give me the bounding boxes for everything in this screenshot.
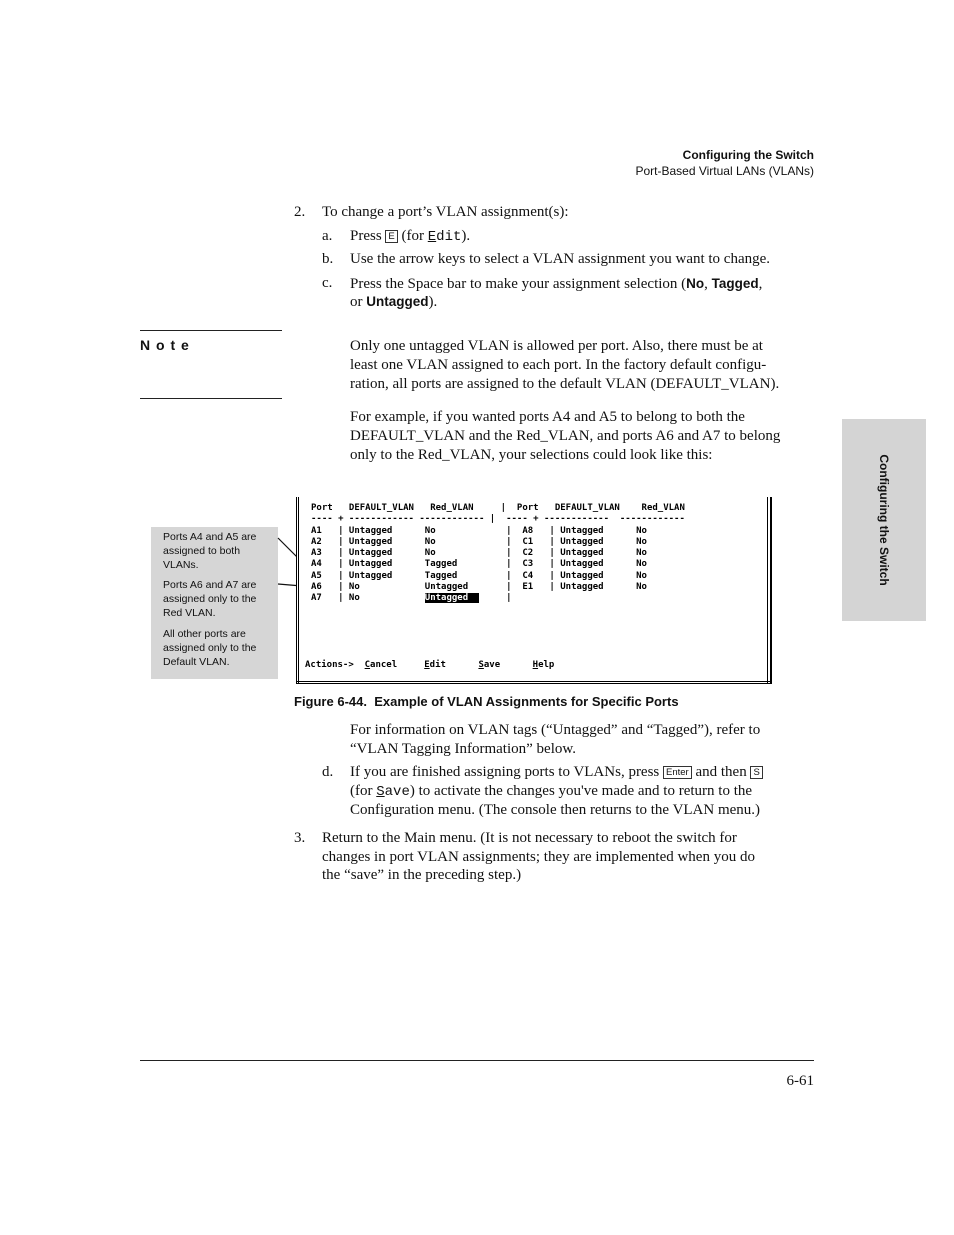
action-edit-rest: dit: [429, 660, 446, 670]
step-2a-pre: Press: [350, 228, 386, 244]
step-2a-mid: (for: [397, 228, 428, 244]
port-row-a5[interactable]: A5 | Untagged Tagged | C4 | Untagged No: [311, 571, 647, 581]
action-save-rest: ave: [483, 660, 501, 670]
figure-callout-box: [151, 527, 278, 679]
step-d-line-1-pre: If you are finished assigning ports to VLANs, press: [350, 764, 664, 780]
actions-label: Actions->: [305, 660, 354, 670]
step-d-line-1: [350, 763, 763, 782]
callout-1-line-3: VLANs.: [163, 559, 199, 571]
port-row-a3[interactable]: A3 | Untagged No | C2 | Untagged No: [311, 548, 647, 558]
port-row-a2[interactable]: A2 | Untagged No | C1 | Untagged No: [311, 537, 647, 547]
callout-3-line-1: All other ports are: [163, 628, 246, 640]
info-line-2: “VLAN Tagging Information” below.: [350, 741, 576, 757]
step-2a-label: a.: [322, 228, 333, 244]
action-cancel-rest: ancel: [370, 660, 398, 670]
action-help-rest: elp: [538, 660, 555, 670]
figure-caption: Figure 6-44. Example of VLAN Assignments for Specific Ports: [294, 694, 679, 709]
example-line-2: DEFAULT_VLAN and the Red_VLAN, and ports A6 and A7 to belong: [350, 428, 781, 444]
step-3-line-3: the “save” in the preceding step.): [322, 867, 522, 883]
screen-left-border: [296, 497, 299, 684]
action-help[interactable]: [533, 660, 555, 670]
running-header-chapter: Configuring the Switch: [682, 148, 814, 162]
step-2c-line1: [350, 274, 762, 294]
step-2c-label: c.: [322, 275, 333, 291]
step-2c-pre: Press the Space bar to make your assignment selection (: [350, 276, 687, 292]
step-2-text: To change a port’s VLAN assignment(s):: [322, 204, 569, 220]
running-header-section: Port-Based Virtual LANs (VLANs): [635, 164, 814, 178]
step-d-label: d.: [322, 764, 334, 780]
step-3-line-1: Return to the Main menu. (It is not necessary to reboot the switch for: [322, 830, 737, 846]
port-row-a4[interactable]: A4 | Untagged Tagged | C3 | Untagged No: [311, 559, 647, 569]
screen-header-row: Port DEFAULT_VLAN Red_VLAN | Port DEFAULT_VLAN Red_VLAN: [311, 503, 685, 513]
step-2a-text: [350, 227, 470, 247]
footer-rule: [140, 1060, 814, 1061]
callout-1: [163, 530, 275, 572]
option-tagged: Tagged: [711, 276, 759, 291]
console-screen: [296, 497, 772, 684]
step-d-line-2-pre: (for: [350, 783, 377, 799]
side-tab: [842, 419, 926, 621]
step-3-number: 3.: [294, 830, 306, 846]
note-line-1: Only one untagged VLAN is allowed per port. Also, there must be at: [350, 338, 763, 354]
step-d-line-2: [350, 782, 752, 802]
step-2b-label: b.: [322, 251, 334, 267]
screen-bottom-border: [296, 681, 772, 684]
port-row-a6[interactable]: A6 | No Untagged | E1 | Untagged No: [311, 582, 647, 592]
key-s: S: [750, 766, 762, 779]
callout-3-line-2: assigned only to the: [163, 642, 257, 654]
callout-2-line-2: assigned only to the: [163, 593, 257, 605]
step-d-line-1-mid: and then: [691, 764, 751, 780]
save-cmd-underlined: S: [376, 784, 385, 800]
key-e: E: [385, 230, 397, 243]
callout-3: [163, 627, 275, 669]
step-2c-line2: [350, 292, 437, 312]
note-rule-bottom: [140, 398, 282, 399]
edit-cmd-rest: dit: [436, 229, 462, 245]
page-number: 6-61: [786, 1073, 814, 1089]
note-line-3: ration, all ports are assigned to the default VLAN (DEFAULT_VLAN).: [350, 376, 780, 392]
option-no: No: [686, 276, 705, 291]
action-save[interactable]: [478, 660, 500, 670]
port-row-a7[interactable]: [311, 593, 512, 604]
step-d-line-2-post: ) to activate the changes you've made and to return to the: [409, 783, 753, 799]
note-label: N o t e: [140, 337, 190, 353]
callout-1-line-1: Ports A4 and A5 are: [163, 531, 257, 543]
port-row-a7-post: |: [478, 593, 512, 603]
key-enter: Enter: [663, 766, 692, 779]
step-2a-post: ).: [461, 228, 471, 244]
screen-right-border: [767, 497, 772, 684]
callout-2: [163, 578, 275, 620]
action-cancel-hotkey: C: [364, 660, 371, 670]
action-cancel[interactable]: [365, 660, 398, 670]
port-row-a7-pre: A7 | No: [311, 593, 425, 603]
note-rule-top: [140, 330, 282, 331]
step-2c-sep1: ,: [704, 276, 712, 292]
step-3-line-2: changes in port VLAN assignments; they are implemented when you do: [322, 849, 755, 865]
example-line-1: For example, if you wanted ports A4 and A5 to belong to both the: [350, 409, 745, 425]
side-tab-label: Configuring the Switch: [877, 454, 891, 586]
action-edit[interactable]: [424, 660, 446, 670]
info-line-1: For information on VLAN tags (“Untagged” and “Tagged”), refer to: [350, 722, 761, 738]
action-help-hotkey: H: [532, 660, 539, 670]
callout-2-line-1: Ports A6 and A7 are: [163, 579, 257, 591]
step-2c-sep2: ,: [758, 276, 763, 292]
step-2c-line2-pre: or: [350, 294, 367, 310]
callout-2-line-3: Red VLAN.: [163, 607, 216, 619]
action-save-hotkey: S: [478, 660, 484, 670]
actions-bar: [305, 660, 554, 671]
save-cmd-rest: ave: [384, 784, 410, 800]
option-untagged: Untagged: [366, 294, 429, 309]
example-line-3: only to the Red_VLAN, your selections could look like this:: [350, 447, 713, 463]
note-line-2: least one VLAN assigned to each port. In the factory default configu-: [350, 357, 767, 373]
step-2b-text: Use the arrow keys to select a VLAN assignment you want to change.: [350, 251, 771, 267]
port-row-a1[interactable]: A1 | Untagged No | A8 | Untagged No: [311, 526, 647, 536]
action-edit-hotkey: E: [424, 660, 430, 670]
callout-1-line-2: assigned to both: [163, 545, 241, 557]
callout-3-line-3: Default VLAN.: [163, 656, 230, 668]
step-d-line-3: Configuration menu. (The console then returns to the VLAN menu.): [350, 802, 761, 818]
edit-cmd-underlined: E: [427, 229, 437, 245]
step-2-number: 2.: [294, 204, 306, 220]
selected-cell-a7-red-vlan[interactable]: Untagged: [424, 593, 479, 603]
screen-divider-row: ---- + ------------ ------------ | ---- + ------------ ------------: [311, 514, 685, 524]
step-2c-post: ).: [428, 294, 438, 310]
